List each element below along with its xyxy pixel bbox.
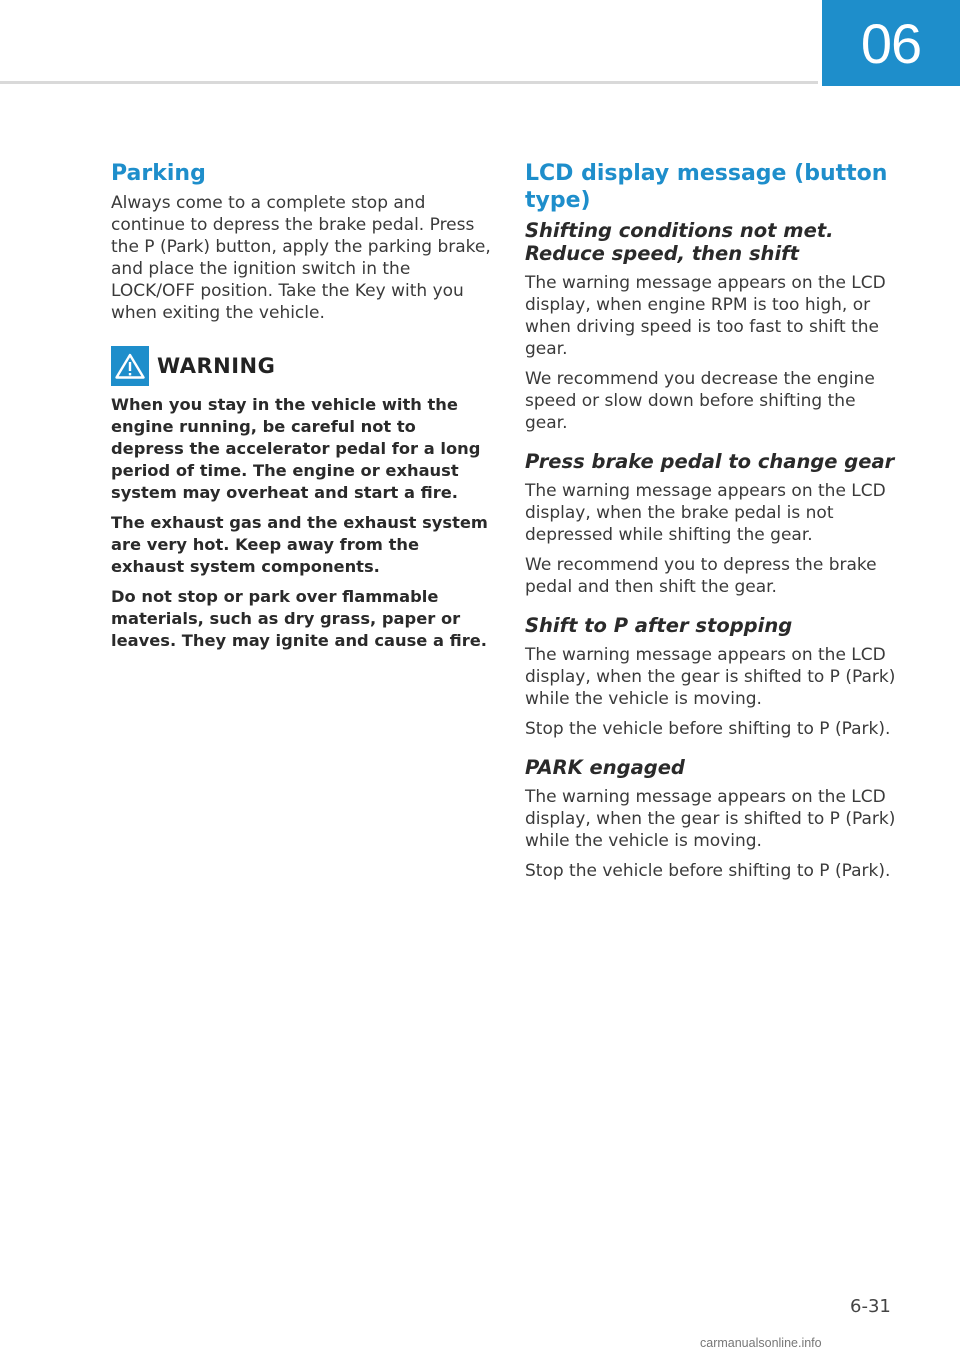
page-number: 6-31 bbox=[850, 1296, 891, 1317]
section-title-parking: Parking bbox=[111, 161, 206, 186]
subsection-heading: PARK engaged bbox=[525, 756, 685, 779]
parking-body: Always come to a complete stop and continue to depress the brake pedal. Press the P (Park) button, apply the parking brake, and place the ignition switch in the LOCK/OFF position. Take the Key with you when exiting the vehicle. bbox=[111, 193, 491, 323]
warning-icon bbox=[111, 346, 149, 386]
warning-header bbox=[111, 346, 491, 386]
subsection-paragraph: Stop the vehicle before shifting to P (Park). bbox=[525, 719, 891, 739]
left-column bbox=[111, 160, 491, 660]
subsection-paragraph: We recommend you to depress the brake pedal and then shift the gear. bbox=[525, 555, 877, 597]
warning-paragraph: When you stay in the vehicle with the engine running, be careful not to depress the accelerator pedal for a long period of time. The engine or exhaust system may overheat and start a fire. bbox=[111, 395, 481, 502]
chapter-number: 06 bbox=[860, 11, 922, 75]
subsection-heading: Shift to P after stopping bbox=[525, 614, 793, 637]
subsection-heading: Shifting conditions not met. Reduce speed, then shift bbox=[525, 219, 834, 265]
subsection-paragraph: The warning message appears on the LCD display, when the brake pedal is not depressed while shifting the gear. bbox=[525, 481, 886, 545]
right-column bbox=[525, 160, 903, 890]
section-title-lcd-message: LCD display message (button type) bbox=[525, 161, 888, 213]
header-rule bbox=[0, 81, 818, 84]
subsection-paragraph: The warning message appears on the LCD display, when the gear is shifted to P (Park) while the vehicle is moving. bbox=[525, 645, 896, 709]
warning-paragraph: Do not stop or park over flammable materials, such as dry grass, paper or leaves. They may ignite and cause a fire. bbox=[111, 587, 487, 650]
chapter-tab bbox=[822, 0, 960, 86]
warning-paragraph: The exhaust gas and the exhaust system are very hot. Keep away from the exhaust system components. bbox=[111, 513, 488, 576]
subsection-paragraph: The warning message appears on the LCD display, when engine RPM is too high, or when driving speed is too fast to shift the gear. bbox=[525, 273, 886, 359]
subsection-paragraph: The warning message appears on the LCD display, when the gear is shifted to P (Park) while the vehicle is moving. bbox=[525, 787, 896, 851]
watermark-text: carmanualsonline.info bbox=[700, 1336, 822, 1350]
warning-label: WARNING bbox=[157, 354, 276, 378]
subsection-paragraph: Stop the vehicle before shifting to P (Park). bbox=[525, 861, 891, 881]
subsection-heading: Press brake pedal to change gear bbox=[525, 450, 895, 473]
subsection-paragraph: We recommend you decrease the engine speed or slow down before shifting the gear. bbox=[525, 369, 875, 433]
